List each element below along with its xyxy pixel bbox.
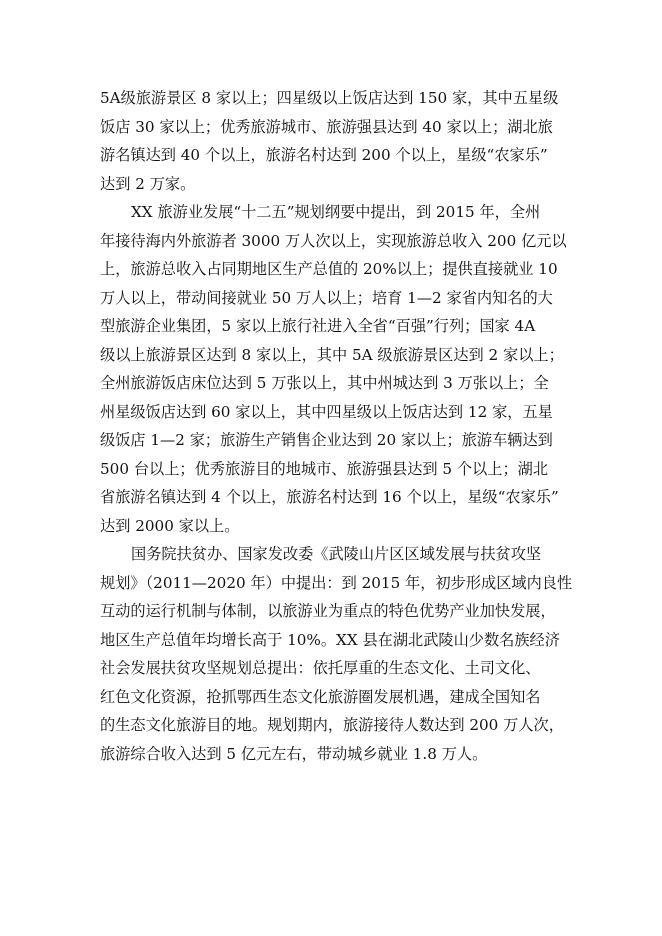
paragraph-line: 级以上旅游景区达到 8 家以上，其中 5A 级旅游景区达到 2 家以上； [100, 345, 564, 364]
paragraph-line: 全州旅游饭店床位达到 5 万张以上，其中州城达到 3 万张以上；全 [100, 374, 549, 392]
paragraph-1 [100, 84, 570, 198]
paragraph-line: 年接待海内外旅游者 3000 万人次以上，实现旅游总收入 200 亿元以 [100, 231, 567, 250]
paragraph-line: 互动的运行机制与体制，以旅游业为重点的特色优势产业加快发展， [100, 602, 556, 620]
paragraph-line: 的生态文化旅游目的地。规划期内，旅游接待人数达到 200 万人次， [100, 716, 564, 734]
paragraph-line: 省旅游名镇达到 4 个以上，旅游名村达到 16 个以上，星级“农家乐” [100, 488, 559, 506]
paragraph-line: 红色文化资源，抢抓鄂西生态文化旅游圈发展机遇，建成全国知名 [100, 687, 541, 706]
paragraph-line: 500 台以上；优秀旅游目的地城市、旅游强县达到 5 个以上；湖北 [100, 459, 549, 478]
paragraph-line: 达到 2000 家以上。 [100, 516, 240, 535]
paragraph-2 [100, 198, 570, 540]
paragraph-line: 达到 2 万家。 [100, 174, 196, 193]
paragraph-line: 上，旅游总收入占同期地区生产总值的 20%以上；提供直接就业 10 [100, 260, 558, 278]
paragraph-line: 社会发展扶贫攻坚规划总提出：依托厚重的生态文化、土司文化、 [100, 659, 541, 677]
paragraph-line: 旅游综合收入达到 5 亿元左右，带动城乡就业 1.8 万人。 [100, 744, 488, 763]
paragraph-line: 国务院扶贫办、国家发改委《武陵山片区区域发展与扶贫攻坚 [131, 545, 542, 563]
paragraph-line: 万人以上，带动间接就业 50 万人以上；培育 1—2 家省内知名的大 [100, 288, 553, 307]
paragraph-line: XX 旅游业发展“十二五”规划纲要中提出，到 2015 年，全州 [131, 203, 541, 221]
paragraph-3 [100, 540, 573, 768]
paragraph-line: 5A级旅游景区 8 家以上；四星级以上饭店达到 150 家，其中五星级 [100, 89, 559, 107]
paragraph-line: 级饭店 1—2 家；旅游生产销售企业达到 20 家以上；旅游车辆达到 [100, 431, 553, 449]
paragraph-line: 规划》（2011—2020 年）中提出：到 2015 年，初步形成区域内良性 [100, 573, 573, 592]
paragraph-line: 州星级饭店达到 60 家以上，其中四星级以上饭店达到 12 家，五星 [100, 402, 553, 421]
paragraph-line: 游名镇达到 40 个以上，旅游名村达到 200 个以上，星级“农家乐” [100, 146, 548, 164]
document-body [100, 84, 573, 768]
paragraph-line: 饭店 30 家以上；优秀旅游城市、旅游强县达到 40 家以上；湖北旅 [100, 117, 553, 136]
paragraph-line: 地区生产总值年均增长高于 10%。XX 县在湖北武陵山少数名族经济 [100, 630, 560, 649]
paragraph-line: 型旅游企业集团，5 家以上旅行社进入全省“百强”行列；国家 4A [100, 317, 536, 335]
